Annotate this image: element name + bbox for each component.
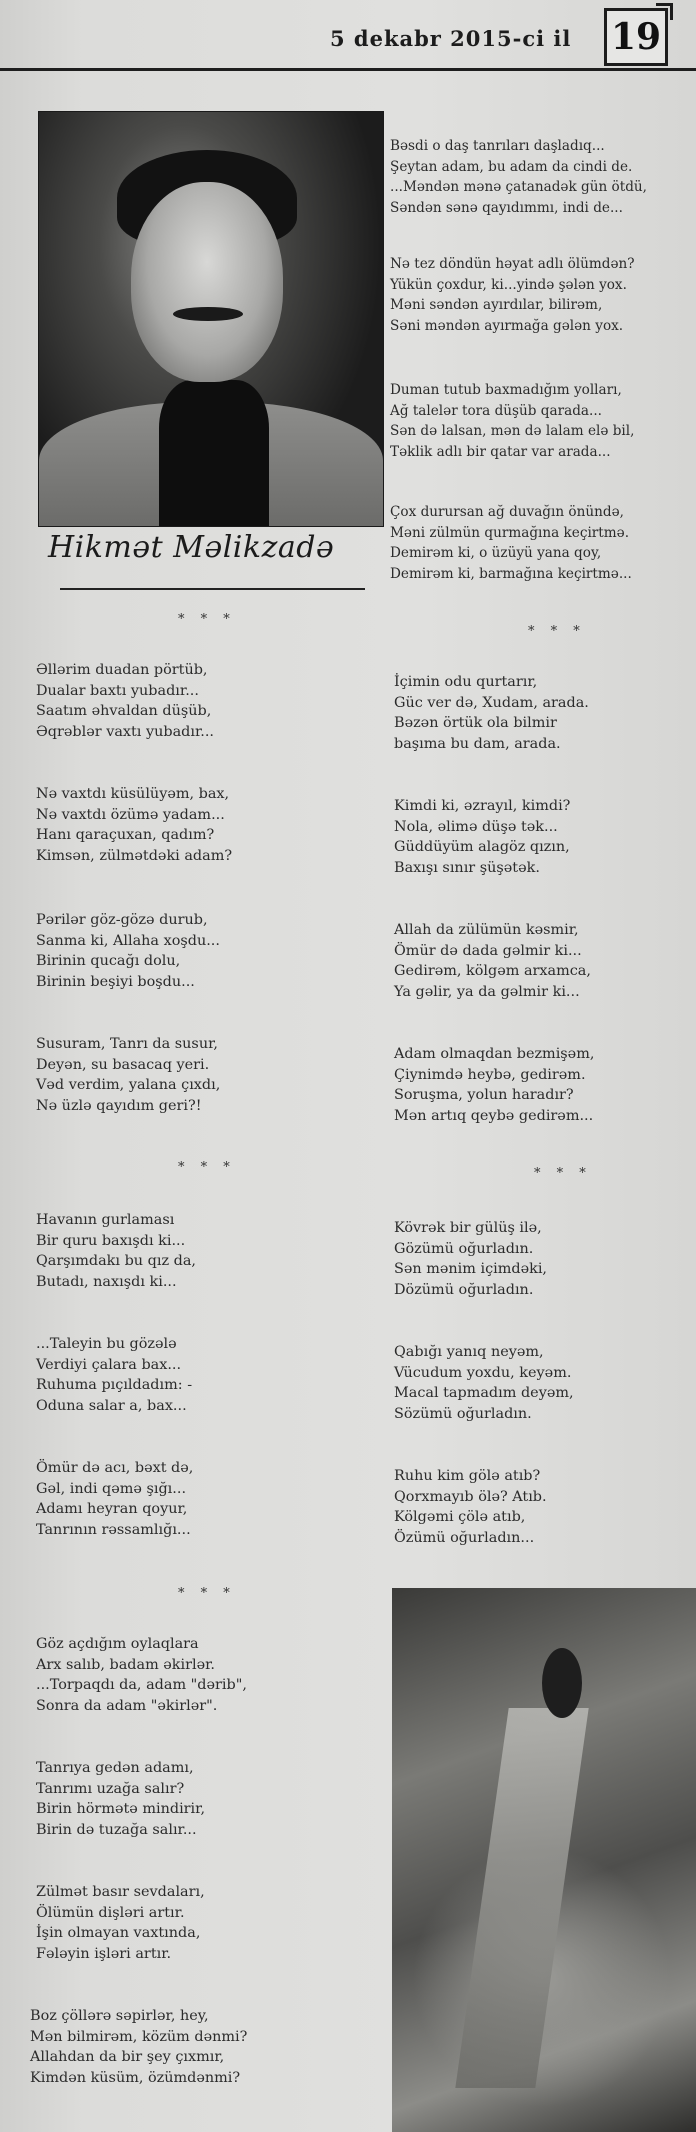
poem-line: Göz açdığım oylaqlara: [36, 1636, 199, 1652]
poem-line: başıma bu dam, arada.: [394, 735, 561, 752]
poem-stanza: [394, 672, 589, 754]
poem-line: Tanrımı uzağa salır?: [36, 1780, 185, 1797]
poem-line: Soruşma, yolun haradır?: [394, 1087, 574, 1104]
poem-line: Nə vaxtdı özümə yadam...: [36, 806, 225, 823]
poem-line: Kölgəmi çölə atıb,: [394, 1509, 526, 1526]
poem-stanza: [36, 784, 232, 866]
poem-line: Məni səndən ayırdılar, bilirəm,: [390, 297, 603, 314]
poem-stanza: [394, 920, 591, 1002]
poem-line: Duman tutub baxmadığım yolları,: [390, 382, 622, 398]
poem-line: Sən də lalsan, mən də lalam elə bil,: [390, 423, 635, 440]
poem-line: Susuram, Tanrı da susur,: [36, 1036, 218, 1052]
poem-line: Vəd verdim, yalana çıxdı,: [36, 1077, 221, 1094]
poem-line: Tanrıya gedən adamı,: [36, 1760, 194, 1776]
poem-stanza: [36, 1882, 205, 1964]
poem-line: Sözümü oğurladın.: [394, 1405, 532, 1422]
poem-line: Nola, əlimə düşə tək...: [394, 818, 558, 835]
poem-stanza: [36, 1334, 192, 1416]
poem-line: İçimin odu qurtarır,: [394, 674, 538, 690]
poem-stanza: [394, 1342, 574, 1424]
poem-line: Macal tapmadım deyəm,: [394, 1385, 574, 1402]
poem-line: Birinin beşiyi boşdu...: [36, 973, 195, 990]
poem-line: Özümü oğurladın...: [394, 1529, 535, 1546]
poem-line: Nə tez döndün həyat adlı ölümdən?: [390, 256, 635, 272]
poem-line: Birin də tuzağa salır...: [36, 1821, 197, 1838]
section-separator: * * *: [528, 624, 586, 639]
poem-stanza: [394, 796, 570, 878]
poem-line: Qabığı yanıq neyəm,: [394, 1344, 544, 1360]
poem-stanza: [390, 254, 635, 336]
poem-line: Saatım əhvaldan düşüb,: [36, 703, 212, 720]
painting-image: [392, 1588, 696, 2132]
poem-line: Qorxmayıb ölə? Atıb.: [394, 1488, 547, 1505]
poem-line: Qarşımdakı bu qız da,: [36, 1253, 196, 1270]
poem-line: Əllərim duadan pörtüb,: [36, 662, 208, 678]
section-separator: * * *: [534, 1166, 592, 1181]
poem-line: Çiynimdə heybə, gedirəm.: [394, 1066, 586, 1083]
poem-line: Hanı qaraçuxan, qadım?: [36, 827, 215, 844]
poem-line: Allahdan da bir şey çıxmır,: [30, 2049, 225, 2066]
poem-line: Birin hörmətə mindirir,: [36, 1801, 206, 1818]
poem-stanza: [36, 1458, 193, 1540]
poem-line: İşin olmayan vaxtında,: [36, 1925, 201, 1942]
poem-line: Ağ talelər tora düşüb qarada...: [390, 402, 602, 419]
poem-line: Zülmət basır sevdaları,: [36, 1884, 205, 1900]
poem-line: Boz çöllərə səpirlər, hey,: [30, 2008, 209, 2024]
poem-line: Bəzən örtük ola bilmir: [394, 715, 557, 732]
author-signature: Hikmət Məlikzadə: [48, 530, 335, 565]
poem-line: Ömür də acı, bəxt də,: [36, 1460, 194, 1476]
poem-line: Demirəm ki, o üzüyü yana qoy,: [390, 545, 602, 562]
poem-line: ...Məndən mənə çatanadək gün ötdü,: [390, 179, 647, 196]
poem-line: Adam olmaqdan bezmişəm,: [394, 1046, 595, 1062]
poem-line: ...Torpaqdı da, adam "dərib",: [36, 1677, 247, 1694]
poem-stanza: [390, 502, 632, 584]
poem-line: Dualar baxtı yubadır...: [36, 682, 199, 699]
poem-line: Ya gəlir, ya da gəlmir ki...: [394, 983, 580, 1000]
poem-line: Verdiyi çalara bax...: [36, 1356, 182, 1373]
poem-line: Bir quru baxışdı ki...: [36, 1232, 186, 1249]
poem-line: Nə üzlə qayıdım geri?!: [36, 1097, 202, 1114]
poem-line: Məni zülmün qurmağına keçirtmə.: [390, 524, 630, 541]
poem-line: Oduna salar a, bax...: [36, 1397, 187, 1414]
poem-line: Kimsən, zülmətdəki adam?: [36, 847, 233, 864]
signature-underline: [60, 588, 365, 590]
poem-stanza: [36, 1634, 247, 1716]
poem-stanza: [390, 136, 647, 218]
poem-line: Tanrının rəssamlığı...: [36, 1521, 191, 1538]
issue-date: 5 dekabr 2015-ci il: [330, 26, 572, 51]
poem-line: Sonra da adam "əkirlər".: [36, 1697, 218, 1714]
poem-stanza: [36, 660, 214, 742]
poem-line: Bəsdi o daş tanrıları daşladıq...: [390, 138, 605, 154]
poem-line: Mən bilmirəm, közüm dənmi?: [30, 2028, 248, 2045]
poem-line: Ölümün dişləri artır.: [36, 1904, 185, 1921]
poem-line: Təklik adlı bir qatar var arada...: [390, 443, 611, 460]
poem-line: Deyən, su basacaq yeri.: [36, 1056, 210, 1073]
section-separator: * * *: [178, 1586, 236, 1601]
header-rule: [0, 68, 696, 71]
poem-line: Birinin qucağı dolu,: [36, 953, 181, 970]
poem-line: Əqrəblər vaxtı yubadır...: [36, 723, 214, 740]
poem-line: Səni məndən ayırmağa gələn yox.: [390, 317, 624, 334]
poem-stanza: [394, 1218, 547, 1300]
poem-line: Kimdi ki, əzrayıl, kimdi?: [394, 798, 571, 814]
poem-stanza: [30, 2006, 247, 2088]
section-separator: * * *: [178, 1160, 236, 1175]
poem-line: Kövrək bir gülüş ilə,: [394, 1220, 542, 1236]
poem-line: Çox durursan ağ duvağın önündə,: [390, 504, 624, 520]
poem-line: Fələyin işləri artır.: [36, 1945, 172, 1962]
poem-line: Butadı, naxışdı ki...: [36, 1273, 177, 1290]
poem-line: Gedirəm, kölgəm arxamca,: [394, 963, 591, 980]
poem-line: Nə vaxtdı küsülüyəm, bax,: [36, 786, 230, 802]
poem-line: Allah da zülümün kəsmir,: [394, 922, 579, 938]
poem-line: ...Taleyin bu gözələ: [36, 1336, 177, 1352]
poem-stanza: [394, 1466, 547, 1548]
poem-line: Pərilər göz-gözə durub,: [36, 912, 208, 928]
poem-stanza: [36, 910, 220, 992]
poem-stanza: [390, 380, 634, 462]
poem-stanza: [394, 1044, 594, 1126]
section-separator: * * *: [178, 612, 236, 627]
poem-line: Sanma ki, Allaha xoşdu...: [36, 932, 220, 949]
author-portrait-photo: [38, 111, 384, 527]
poem-line: Arx salıb, badam əkirlər.: [36, 1656, 216, 1673]
poem-line: Baxışı sınır şüşətək.: [394, 859, 540, 876]
poem-stanza: [36, 1034, 220, 1116]
poem-line: Səndən sənə qayıdımmı, indi de...: [390, 199, 623, 216]
page-number: 19: [604, 8, 668, 66]
poem-stanza: [36, 1758, 205, 1840]
poem-line: Güc ver də, Xudam, arada.: [394, 694, 589, 711]
poem-line: Demirəm ki, barmağına keçirtmə...: [390, 565, 632, 582]
poem-line: Yükün çoxdur, ki...yində şələn yox.: [390, 276, 627, 293]
poem-line: Vücudum yoxdu, keyəm.: [394, 1364, 572, 1381]
poem-line: Mən artıq qeybə gedirəm...: [394, 1107, 594, 1124]
poem-line: Kimdən küsüm, özümdənmi?: [30, 2069, 241, 2086]
poem-line: Ruhuma pıçıldadım: -: [36, 1377, 193, 1394]
poem-stanza: [36, 1210, 196, 1292]
poem-line: Ruhu kim gölə atıb?: [394, 1468, 541, 1484]
poem-line: Ömür də dada gəlmir ki...: [394, 942, 582, 959]
poem-line: Havanın gurlaması: [36, 1212, 175, 1228]
poem-line: Sən mənim içimdəki,: [394, 1261, 548, 1278]
poem-line: Gəl, indi qəmə şığı...: [36, 1480, 187, 1497]
poem-line: Şeytan adam, bu adam da cindi de.: [390, 158, 633, 175]
poem-line: Dözümü oğurladın.: [394, 1281, 534, 1298]
poem-line: Gözümü oğurladın.: [394, 1240, 534, 1257]
poem-line: Adamı heyran qoyur,: [36, 1501, 188, 1518]
poem-line: Güddüyüm alagöz qızın,: [394, 839, 570, 856]
